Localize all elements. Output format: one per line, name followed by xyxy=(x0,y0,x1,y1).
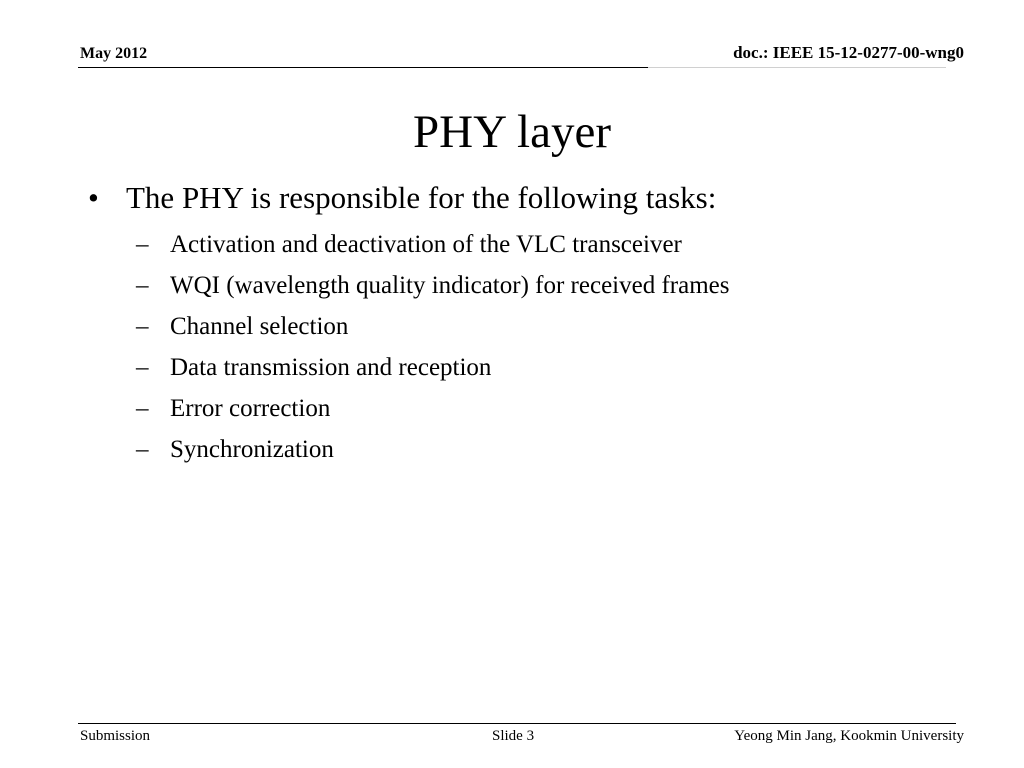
header-rule xyxy=(78,67,648,68)
header-rule-extension xyxy=(648,67,946,68)
slide-title: PHY layer xyxy=(413,106,611,158)
sub-bullet-item xyxy=(136,347,968,388)
footer-rule xyxy=(78,723,956,724)
sub-bullet-item xyxy=(136,224,968,265)
sub-bullet-text: Data transmission and reception xyxy=(170,354,492,381)
sub-bullet-text: WQI (wavelength quality indicator) for received frames xyxy=(170,272,730,299)
sub-bullet-list xyxy=(88,224,968,470)
sub-bullet-item xyxy=(136,306,968,347)
dash-glyph: – xyxy=(136,436,149,463)
footer-author: Yeong Min Jang, Kookmin University xyxy=(734,728,964,744)
footer-submission: Submission xyxy=(80,728,151,744)
main-bullet-text: The PHY is responsible for the following tasks: xyxy=(126,180,717,215)
sub-bullet-item xyxy=(136,265,968,306)
sub-bullet-item xyxy=(136,429,968,470)
dash-glyph: – xyxy=(136,395,149,422)
sub-bullet-text: Synchronization xyxy=(170,436,334,463)
header-date: May 2012 xyxy=(80,45,148,62)
slide-content xyxy=(88,178,968,470)
dash-glyph: – xyxy=(136,231,149,258)
sub-bullet-item xyxy=(136,388,968,429)
sub-bullet-text: Error correction xyxy=(170,395,331,422)
bullet-glyph: • xyxy=(88,180,99,215)
dash-glyph: – xyxy=(136,354,149,381)
main-bullet xyxy=(88,178,968,218)
sub-bullet-text: Activation and deactivation of the VLC transceiver xyxy=(170,231,682,258)
dash-glyph: – xyxy=(136,313,149,340)
header-doc-id: doc.: IEEE 15-12-0277-00-wng0 xyxy=(733,43,964,62)
sub-bullet-text: Channel selection xyxy=(170,313,349,340)
dash-glyph: – xyxy=(136,272,149,299)
footer-slide-number: Slide 3 xyxy=(492,728,535,744)
